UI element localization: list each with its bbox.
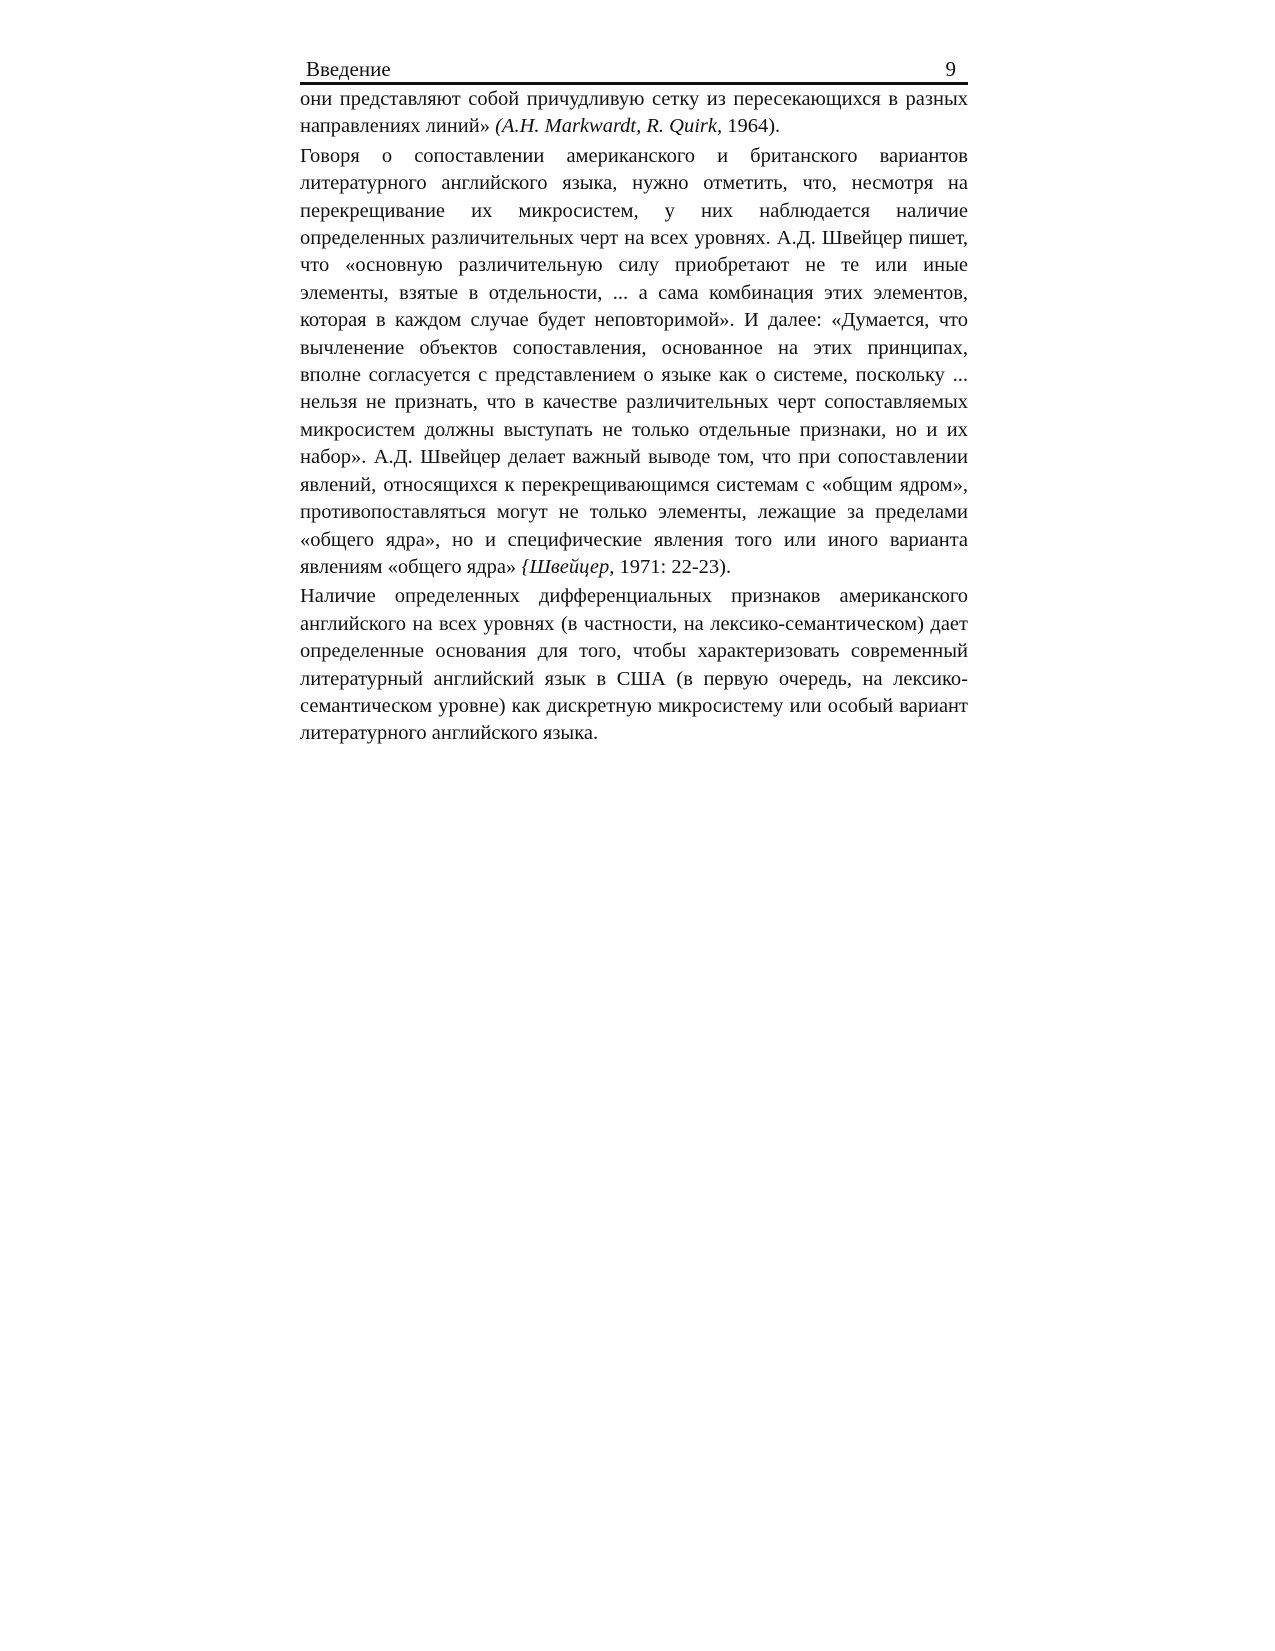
citation-authors: (A.H. Markwardt, R. Quirk, (495, 115, 723, 138)
paragraph (300, 143, 968, 582)
page-number: 9 (945, 57, 956, 81)
body-text (300, 86, 968, 748)
paragraph-text: они представляют собой причудливую сетку из пересекающихся в разных направлениях линий» (300, 88, 968, 138)
book-page (300, 56, 968, 750)
running-header (300, 56, 968, 85)
citation-year: 1964). (722, 115, 781, 138)
section-title: Введение (306, 57, 391, 81)
citation-year: 1971: 22-23). (614, 555, 732, 578)
paragraph-continued (300, 86, 968, 141)
citation-author: {Швейцер, (521, 555, 615, 578)
paragraph-text: Говоря о сопоставлении американского и британского вариантов литературного английского языка, нужно отметить, что, несмотря на перекрещивание их микросистем, у них наблюдается наличие определенных различительных черт на всех уровнях. А.Д. Швейцер пишет, что «основную различительную силу приобретают не те или иные элементы, взятые в отдельности, ... а сама комбинация этих элементов, которая в каждом случае будет неповторимой». И далее: «Думается, что вычленение объектов сопоставления, основанное на этих принципах, вполне согласуется с представлением о языке как о системе, поскольку ... нельзя не признать, что в качестве различительных черт сопоставляемых микросистем должны выступать не только отдельные признаки, но и их набор». А.Д. Швейцер делает важный выводе том, что при сопоставлении явлений, относящихся к перекрещивающимся системам с «общим ядром», противопоставляться могут не только элементы, лежащие за пределами «общего ядра», но и специфические явления того или иного варианта явлениям «общего ядра» (300, 144, 968, 578)
paragraph-text: Наличие определенных дифференциальных признаков американского английского на всех уровнях (в частности, на лексико-семантическом) дает определенные основания для того, чтобы характеризовать современный литературный английский язык в США (в первую очередь, на лексико-семантическом уровне) как дискретную микросистему или особый вариант литературного английского языка. (300, 585, 968, 745)
paragraph (300, 583, 968, 747)
